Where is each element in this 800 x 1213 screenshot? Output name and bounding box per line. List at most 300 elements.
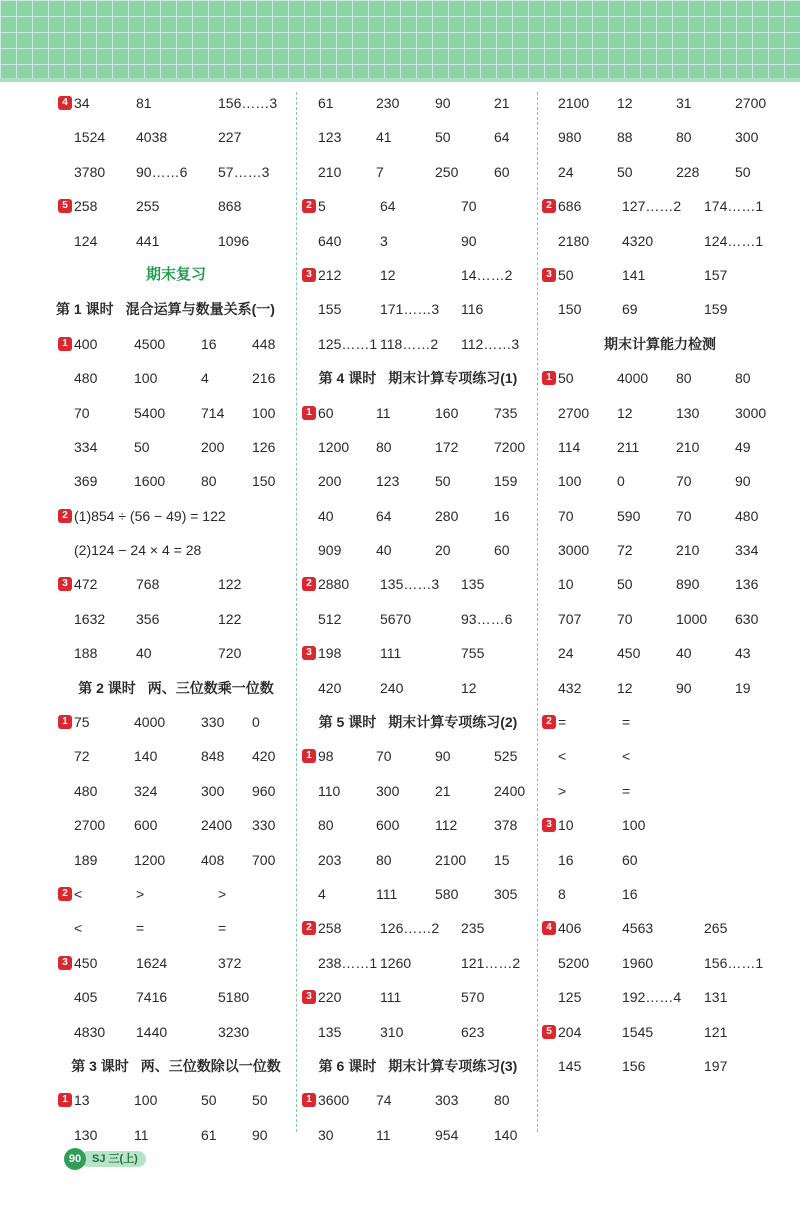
answer-cell: 60	[494, 163, 510, 180]
answer-cell: 755	[461, 645, 485, 662]
answer-cell: 90	[252, 1126, 268, 1143]
column-divider-right	[537, 92, 538, 1132]
answer-cell: 450	[617, 645, 641, 662]
answer-row	[56, 224, 296, 258]
answer-cell: 110	[318, 782, 341, 799]
answer-row	[540, 602, 780, 636]
answer-row	[300, 843, 536, 877]
answer-cell: 192……4	[622, 989, 682, 1006]
answer-cell: 72	[617, 542, 633, 559]
answer-cell: 70	[676, 473, 692, 490]
lesson-number: 第 6 课时	[318, 1057, 377, 1074]
answer-cell: 2700	[558, 404, 590, 421]
answer-cell: 60	[318, 404, 334, 421]
question-number-badge: 3	[302, 990, 316, 1004]
answer-cell: 80	[676, 129, 692, 146]
answer-cell: 11	[376, 1126, 391, 1143]
answer-cell: 4500	[134, 335, 166, 352]
answer-cell: 1600	[134, 473, 166, 490]
answer-cell: 240	[380, 679, 404, 696]
answer-cell: 60	[494, 542, 510, 559]
answer-cell: 90	[435, 95, 451, 111]
answer-cell: 98	[318, 748, 334, 765]
answer-cell: 735	[494, 404, 518, 421]
answer-row	[300, 258, 536, 292]
answer-cell: 123	[318, 129, 342, 146]
answer-row	[56, 877, 296, 911]
answer-row	[540, 808, 780, 842]
answer-cell: 12	[461, 679, 477, 696]
answer-cell: 100	[622, 817, 646, 834]
answer-cell: 2100	[558, 95, 590, 111]
answer-row	[56, 396, 296, 430]
answer-cell: 171……3	[380, 301, 440, 318]
answer-row	[300, 1015, 536, 1049]
column-divider-left	[296, 92, 297, 1132]
answer-cell: 707	[558, 610, 582, 627]
answer-cell: 145	[558, 1057, 582, 1074]
answer-cell: 130	[676, 404, 700, 421]
answer-cell: 80	[376, 438, 392, 455]
answer-cell: 64	[380, 198, 396, 215]
question-number-badge: 1	[542, 371, 556, 385]
answer-cell: 334	[735, 542, 759, 559]
answer-row	[540, 292, 780, 326]
answer-cell: 80	[376, 851, 392, 868]
answer-cell: 75	[74, 714, 90, 731]
answer-cell: 406	[558, 920, 582, 937]
answer-cell: 50	[617, 163, 633, 180]
answer-row	[56, 705, 296, 739]
answer-cell: 12	[617, 404, 633, 421]
question-number-badge: 3	[302, 646, 316, 660]
answer-row	[56, 843, 296, 877]
section-heading	[300, 1049, 536, 1083]
answer-row	[56, 361, 296, 395]
answer-cell: 512	[318, 610, 342, 627]
answer-cell: 80	[676, 370, 692, 387]
answer-cell: 80	[201, 473, 217, 490]
answer-cell: 80	[318, 817, 334, 834]
answer-cell: 570	[461, 989, 485, 1006]
answer-cell: =	[622, 782, 631, 799]
section-heading	[56, 292, 296, 326]
answer-cell: 200	[201, 438, 225, 455]
answer-row	[56, 808, 296, 842]
answer-cell: 172	[435, 438, 459, 455]
answer-cell: 150	[252, 473, 276, 490]
lesson-number: 第 1 课时	[56, 301, 114, 318]
heading-title: 期末计算专项练习(1)	[388, 370, 518, 387]
answer-row	[56, 155, 296, 189]
section-heading	[56, 671, 296, 705]
answer-cell: 118……2	[380, 335, 439, 352]
question-number-badge: 1	[302, 1093, 316, 1107]
answer-cell: 111	[376, 885, 398, 902]
answer-row	[300, 292, 536, 326]
answer-cell: 31	[676, 95, 692, 111]
answer-cell: 480	[735, 507, 759, 524]
answer-row	[540, 189, 780, 223]
answer-cell: 235	[461, 920, 485, 937]
answer-cell: 50	[201, 1092, 217, 1109]
answer-cell: 90	[461, 232, 477, 249]
answer-cell: 16	[494, 507, 510, 524]
answer-row	[540, 224, 780, 258]
answer-cell: 121	[704, 1023, 728, 1040]
answer-cell: <	[74, 920, 83, 937]
answer-cell: 100	[252, 404, 276, 421]
answer-cell: 43	[735, 645, 751, 662]
answer-cell: 227	[218, 129, 242, 146]
answer-cell: 280	[435, 507, 459, 524]
answer-cell: 303	[435, 1092, 459, 1109]
answer-cell: 50	[558, 266, 574, 283]
answer-cell: 216	[252, 370, 276, 387]
answer-cell: =	[218, 920, 227, 937]
answer-cell: 188	[74, 645, 98, 662]
answer-cell: 90……6	[136, 163, 188, 180]
answer-row	[540, 1049, 780, 1083]
answer-row	[56, 189, 296, 223]
answer-cell: 255	[136, 198, 160, 215]
answer-cell: 8	[558, 885, 566, 902]
answer-cell: 334	[74, 438, 98, 455]
answer-cell: 210	[676, 438, 700, 455]
answer-cell: 954	[435, 1126, 459, 1143]
answer-row	[540, 636, 780, 670]
answer-cell: 5200	[558, 954, 590, 971]
answer-cell: 525	[494, 748, 518, 765]
answer-cell: 200	[318, 473, 342, 490]
answer-row	[540, 361, 780, 395]
answer-cell: 10	[558, 817, 574, 834]
answer-cell: 378	[494, 817, 518, 834]
answer-cell: <	[74, 885, 83, 902]
question-number-badge: 4	[542, 921, 556, 935]
answer-cell: 40	[376, 542, 392, 559]
answer-cell: 189	[74, 851, 98, 868]
answer-cell: 3780	[74, 163, 106, 180]
answer-row	[300, 155, 536, 189]
answer-row	[300, 911, 536, 945]
answer-cell: 40	[676, 645, 692, 662]
answer-cell: 124……1	[704, 232, 764, 249]
answer-cell: 136	[735, 576, 759, 593]
section-heading	[300, 705, 536, 739]
answer-cell: 228	[676, 163, 700, 180]
question-number-badge: 3	[542, 818, 556, 832]
section-heading	[300, 361, 536, 395]
answer-row	[300, 327, 536, 361]
answer-cell: 212	[318, 266, 342, 283]
answer-cell: 90	[735, 473, 751, 490]
question-number-badge: 5	[542, 1025, 556, 1039]
answer-cell: 16	[558, 851, 574, 868]
answer-cell: 1440	[136, 1023, 168, 1040]
answer-cell: 64	[376, 507, 392, 524]
answer-cell: 197	[704, 1057, 728, 1074]
answer-row	[540, 258, 780, 292]
answer-cell: 623	[461, 1023, 485, 1040]
answer-row	[300, 464, 536, 498]
answer-cell: 122	[218, 610, 242, 627]
heading-title: 两、三位数乘一位数	[147, 679, 274, 696]
answer-cell: 121……2	[461, 954, 521, 971]
answer-cell: 141	[622, 266, 646, 283]
answer-column-1	[56, 86, 296, 1152]
answer-cell: 131	[704, 989, 728, 1006]
question-number-badge: 4	[58, 96, 72, 110]
answer-cell: 848	[201, 748, 225, 765]
answer-cell: 890	[676, 576, 700, 593]
answer-cell: 60	[622, 851, 638, 868]
answer-cell: 369	[74, 473, 98, 490]
answer-cell: 41	[376, 129, 392, 146]
answer-row	[56, 602, 296, 636]
answer-row	[300, 533, 536, 567]
answer-cell: 12	[617, 679, 633, 696]
answer-cell: 16	[201, 335, 217, 352]
answer-row	[540, 567, 780, 601]
answer-cell: 960	[252, 782, 276, 799]
answer-cell: 174……1	[704, 198, 764, 215]
answer-cell: 81	[136, 95, 152, 111]
page-header-grid	[0, 0, 800, 78]
answer-cell: 16	[622, 885, 638, 902]
answer-cell: 160	[435, 404, 459, 421]
answer-row	[300, 86, 536, 120]
question-number-badge: 3	[302, 268, 316, 282]
answer-cell: 480	[74, 782, 98, 799]
answer-cell: 198	[318, 645, 342, 662]
answer-cell: 19	[735, 679, 751, 696]
question-number-badge: 5	[58, 199, 72, 213]
answer-row	[56, 120, 296, 154]
book-tag: SJ 三(上)	[80, 1151, 146, 1167]
answer-row	[540, 877, 780, 911]
answer-cell: 310	[380, 1023, 404, 1040]
answer-row	[56, 1015, 296, 1049]
answer-cell: 0	[617, 473, 625, 490]
answer-cell: 258	[318, 920, 342, 937]
answer-cell: 24	[558, 645, 574, 662]
question-number-badge: 1	[58, 715, 72, 729]
answer-cell: 2400	[494, 782, 526, 799]
answer-cell: 69	[622, 301, 638, 318]
answer-cell: 74	[376, 1092, 392, 1109]
answer-row	[56, 980, 296, 1014]
question-number-badge: 2	[542, 715, 556, 729]
answer-cell: 24	[558, 163, 574, 180]
answer-cell: 125……1	[318, 335, 378, 352]
question-number-badge: 2	[542, 199, 556, 213]
answer-cell: 1200	[318, 438, 350, 455]
answer-cell: 448	[252, 335, 276, 352]
answer-cell: 111	[380, 645, 402, 662]
answer-cell: 330	[252, 817, 276, 834]
answer-cell: 203	[318, 851, 342, 868]
answer-cell: 2400	[201, 817, 233, 834]
answer-row	[540, 430, 780, 464]
answer-cell: 49	[735, 438, 751, 455]
answer-cell: 70	[617, 610, 633, 627]
answer-cell: 155	[318, 301, 342, 318]
answer-cell: 768	[136, 576, 160, 593]
answer-cell: 1524	[74, 129, 106, 146]
answer-cell: 300	[376, 782, 400, 799]
answer-column-2	[300, 86, 536, 1152]
answer-cell: 4563	[622, 920, 654, 937]
answer-cell: 61	[318, 95, 334, 111]
answer-cell: 1096	[218, 232, 250, 249]
answer-cell: 600	[376, 817, 400, 834]
answer-row	[300, 602, 536, 636]
answer-cell: 64	[494, 129, 510, 146]
answer-row	[540, 396, 780, 430]
answer-cell: 1624	[136, 954, 168, 971]
answer-cell: 70	[558, 507, 574, 524]
question-number-badge: 3	[542, 268, 556, 282]
question-number-badge: 1	[302, 406, 316, 420]
answer-cell: 868	[218, 198, 242, 215]
answer-cell: 210	[676, 542, 700, 559]
answer-cell: 127……2	[622, 198, 682, 215]
answer-cell: 720	[218, 645, 242, 662]
answer-cell: 50	[252, 1092, 268, 1109]
page-number: 90	[64, 1148, 86, 1170]
answer-row	[300, 808, 536, 842]
answer-row	[56, 86, 296, 120]
question-number-badge: 2	[302, 921, 316, 935]
question-number-badge: 3	[58, 577, 72, 591]
answer-cell: 30	[318, 1126, 334, 1143]
answer-cell: 1260	[380, 954, 412, 971]
answer-cell: 5	[318, 198, 326, 215]
answer-cell: 3600	[318, 1092, 350, 1109]
answer-cell: 140	[494, 1126, 518, 1143]
answer-cell: 714	[201, 404, 225, 421]
question-number-badge: 2	[302, 199, 316, 213]
answer-cell: 112	[435, 817, 458, 834]
answer-cell: 2180	[558, 232, 590, 249]
answer-row	[300, 980, 536, 1014]
answer-cell: 472	[74, 576, 98, 593]
answer-cell: 20	[435, 542, 451, 559]
answer-cell: 90	[435, 748, 451, 765]
answer-row	[300, 636, 536, 670]
answer-row	[300, 739, 536, 773]
answer-cell: 12	[617, 95, 633, 111]
answer-row	[540, 155, 780, 189]
answer-cell: =	[558, 714, 567, 731]
lesson-number: 第 5 课时	[318, 714, 377, 731]
answer-cell: 15	[494, 851, 510, 868]
answer-cell: 210	[318, 163, 342, 180]
answer-cell: 123	[376, 473, 400, 490]
answer-cell: 135	[461, 576, 485, 593]
answer-cell: 13	[74, 1092, 90, 1109]
answer-cell: 57……3	[218, 163, 270, 180]
answer-cell: 408	[201, 851, 225, 868]
answer-cell: 7416	[136, 989, 168, 1006]
answer-cell: 100	[134, 370, 158, 387]
answer-row	[540, 911, 780, 945]
answer-cell: 70	[376, 748, 392, 765]
answer-cell: 40	[136, 645, 152, 662]
answer-cell: 50	[558, 370, 574, 387]
answer-row	[56, 739, 296, 773]
answer-cell: 135……3	[380, 576, 440, 593]
answer-row	[56, 567, 296, 601]
answer-row	[56, 464, 296, 498]
answer-cell: 405	[74, 989, 98, 1006]
answer-row	[540, 533, 780, 567]
answer-cell: 420	[318, 679, 342, 696]
heading-title: 混合运算与数量关系(一)	[125, 301, 275, 318]
answer-cell: 4038	[136, 129, 168, 146]
answer-cell: 72	[74, 748, 90, 765]
answer-cell: 159	[704, 301, 728, 318]
answer-cell: 3000	[735, 404, 767, 421]
answer-cell: 14……2	[461, 266, 513, 283]
answer-cell: 265	[704, 920, 728, 937]
answer-row	[56, 327, 296, 361]
page-header-strip	[0, 78, 800, 82]
answer-row	[56, 533, 296, 567]
answer-cell: (2)124 − 24 × 4 = 28	[74, 542, 202, 559]
answer-cell: 980	[558, 129, 582, 146]
answer-cell: 580	[435, 885, 459, 902]
answer-cell: 441	[136, 232, 160, 249]
answer-cell: 11	[376, 404, 391, 421]
answer-cell: 5180	[218, 989, 250, 1006]
answer-cell: 0	[252, 714, 260, 731]
answer-row	[56, 774, 296, 808]
answer-cell: 305	[494, 885, 518, 902]
answer-cell: 4000	[617, 370, 649, 387]
answer-cell: 157	[704, 266, 728, 283]
answer-row	[300, 774, 536, 808]
answer-cell: 3230	[218, 1023, 250, 1040]
answer-cell: 250	[435, 163, 459, 180]
answer-cell: 50	[435, 129, 451, 146]
answer-cell: 122	[218, 576, 242, 593]
answer-cell: 140	[134, 748, 158, 765]
question-number-badge: 1	[58, 1093, 72, 1107]
answer-cell: 2100	[435, 851, 467, 868]
answer-row	[300, 396, 536, 430]
answer-cell: 150	[558, 301, 582, 318]
answer-row	[300, 877, 536, 911]
answer-cell: 630	[735, 610, 759, 627]
answer-cell: 4830	[74, 1023, 106, 1040]
answer-row	[56, 946, 296, 980]
answer-cell: 80	[494, 1092, 510, 1109]
answer-row	[56, 1083, 296, 1117]
answer-cell: 111	[380, 989, 402, 1006]
answer-cell: >	[558, 782, 567, 799]
answer-cell: 640	[318, 232, 342, 249]
answer-cell: 204	[558, 1023, 582, 1040]
answer-cell: 50	[617, 576, 633, 593]
heading-title: 期末计算专项练习(3)	[388, 1057, 518, 1074]
answer-cell: 135	[318, 1023, 342, 1040]
answer-row	[540, 1015, 780, 1049]
answer-row	[540, 980, 780, 1014]
answer-cell: 93……6	[461, 610, 513, 627]
answer-cell: 11	[134, 1126, 149, 1143]
